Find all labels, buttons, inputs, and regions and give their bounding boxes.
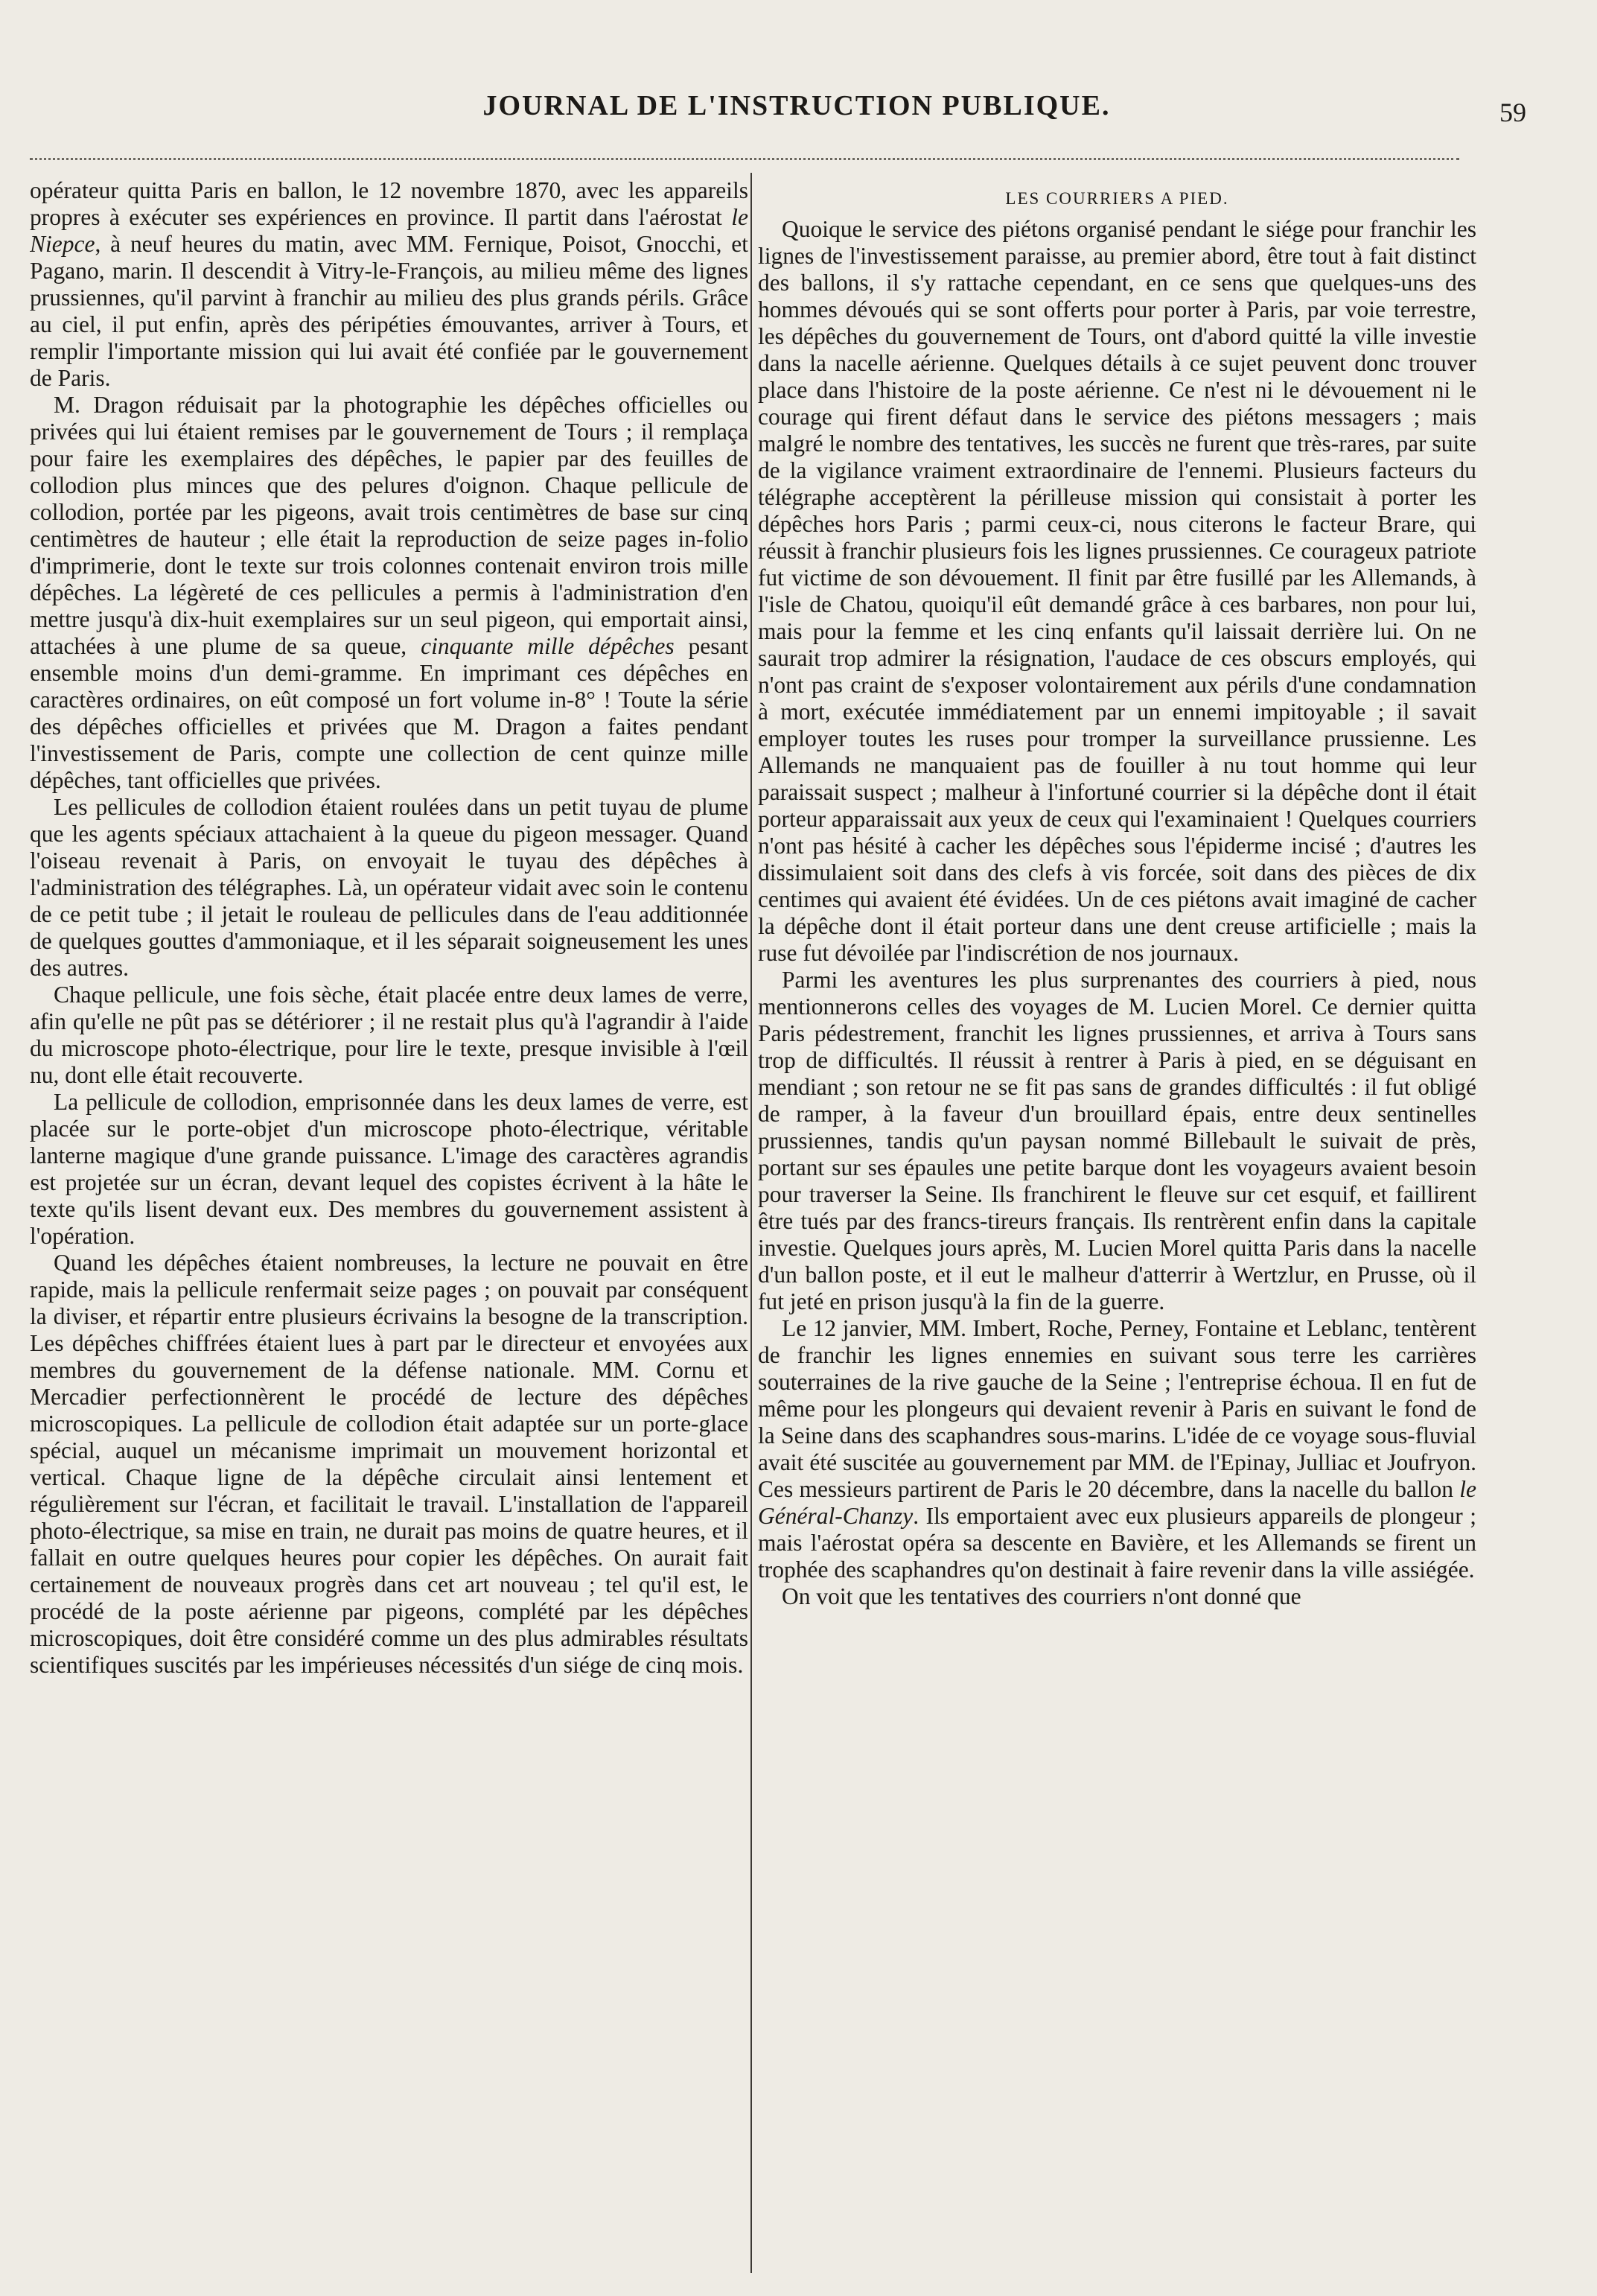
section-heading: LES COURRIERS A PIED. xyxy=(1005,189,1229,208)
paragraph-text: . Ils emportaient avec eux plusieurs appareils de plongeur ; mais l'aérostat opéra sa descente en Bavière, et les Allemands se firent un trophée des scaphandres qu'on destinait à faire revenir dans la ville assiégée. xyxy=(758,1503,1476,1583)
paragraph: Chaque pellicule, une fois sèche, était placée entre deux lames de verre, afin qu'elle ne pût pas se détériorer ; il ne restait plus qu'à l'agrandir à l'aide du microscope photo-électrique, pour lire le texte, presque invisible à l'œil nu, dont elle était recouverte. xyxy=(30,982,748,1088)
paragraph-text: , à neuf heures du matin, avec MM. Fernique, Poisot, Gnocchi, et Pagano, marin. Il descendit à Vitry-le-François, au milieu même des lignes prussiennes, qu'il parvint à franchir au milieu des plus grands périls. Grâce au ciel, il put enfin, après des péripéties émouvantes, arriver à Tours, et remplir l'importante mission qui lui avait été confiée par le gouvernement de Paris. xyxy=(30,231,748,391)
paragraph xyxy=(758,1315,1476,1583)
paragraph: Parmi les aventures les plus surprenantes des courriers à pied, nous mentionnerons celles des voyages de M. Lucien Morel. Ce dernier quitta Paris pédestrement, franchit les lignes prussiennes, et arriva à Tours sans trop de difficultés. Il réussit à rentrer à Paris à pied, en se déguisant en mendiant ; son retour ne se fit pas sans de grandes difficultés : il fut obligé de ramper, à la faveur d'un brouillard épais, entre deux sentinelles prussiennes, tandis qu'un paysan nommé Billebault le suivait de près, portant sur ses épaules une petite barque dont les voyageurs avaient besoin pour traverser la Seine. Ils franchirent le fleuve sur cet esquif, et faillirent être tués par des francs-tireurs français. Ils rentrèrent enfin dans la capitale investie. Quelques jours après, M. Lucien Morel quitta Paris dans la nacelle d'un ballon poste, et il eut le malheur d'atterrir à Wertzlur, en Prusse, où il fut jeté en prison jusqu'à la fin de la guerre. xyxy=(758,967,1476,1314)
aerostat-name: le Niepce xyxy=(30,204,748,257)
paragraph: On voit que les tentatives des courriers n'ont donné que xyxy=(782,1583,1301,1609)
paragraph-text: M. Dragon réduisait par la photographie les dépêches officielles ou privées qui lui étaient remises par le gouvernement de Tours ; il remplaça pour faire les exemplaires des dépêches, le papier par des feuilles de collodion plus minces que des pelures d'oignon. Chaque pellicule de collodion, portée par les pigeons, avait trois centimètres de base sur cinq centimètres de hauteur ; elle était la reproduction de seize pages in-folio d'imprimerie, dont le texte sur trois colonnes contenait environ trois mille dépêches. La légèreté de ces pellicules a permis à l'administration d'en mettre jusqu'à dix-huit exemplaires sur un seul pigeon, qui emportait ainsi, attachées à une plume de sa queue, xyxy=(30,392,748,659)
paragraph: Quoique le service des piétons organisé pendant le siége pour franchir les lignes de l'investissement paraisse, au premier abord, être tout à fait distinct des ballons, il s'y rattache cependant, en ce sens que quelques-uns des hommes dévoués qui se sont offerts pour porter à Paris, par voie terrestre, les dépêches du gouvernement de Tours, ont d'abord quitté la ville investie dans la nacelle aérienne. Quelques détails à ce sujet peuvent donc trouver place dans l'histoire de la poste aérienne. Ce n'est ni le dévouement ni le courage qui firent défaut dans le service des piétons messagers ; mais malgré le nombre des tentatives, les succès ne furent que très-rares, par suite de la vigilance vraiment extraordinaire de l'ennemi. Plusieurs facteurs du télégraphe acceptèrent la périlleuse mission qui consistait à porter les dépêches hors Paris ; parmi ceux-ci, nous citerons le facteur Brare, qui réussit à franchir plusieurs fois les lignes prussiennes. Ce courageux patriote fut victime de son dévouement. Il finit par être fusillé par les Allemands, à l'isle de Chatou, quoiqu'il eût demandé grâce à ces barbares, non pour lui, mais pour la femme et les cinq enfants qu'il laissait derrière lui. On ne saurait trop admirer la résignation, l'audace de ces obscurs employés, qui n'ont pas craint de s'exposer volontairement aux périls d'une condamnation à mort, exécutée immédiatement par un ennemi impitoyable ; il savait employer toutes les ruses pour tromper la surveillance prussienne. Les Allemands ne manquaient pas de fouiller à nu tout homme qui leur paraissait suspect ; malheur à l'infortuné courrier si la dépêche dont il était porteur apparaissait aux yeux de ceux qui l'examinaient ! Quelques courriers n'ont pas hésité à cacher les dépêches sous l'épiderme incisé ; d'autres les dissimulaient soit dans des clefs à vis forcée, soit dans des pièces de dix centimes qui avaient été évidées. Un de ces piétons avait imaginé de cacher la dépêche dont il était porteur dans une dent creuse artificielle ; mais la ruse fut dévoilée par l'indiscrétion de nos journaux. xyxy=(758,216,1476,966)
journal-title: JOURNAL DE L'INSTRUCTION PUBLIQUE. xyxy=(482,90,1111,121)
paragraph: La pellicule de collodion, emprisonnée dans les deux lames de verre, est placée sur le porte-objet d'un microscope photo-électrique, véritable lanterne magique d'une grande puissance. L'image des caractères agrandis est projetée sur un écran, devant lequel des copistes écrivent à la hâte le texte qu'ils lisent devant eux. Des membres du gouvernement assistent à l'opération. xyxy=(30,1089,748,1249)
paragraph-text: opérateur quitta Paris en ballon, le 12 novembre 1870, avec les appareils propres à exécuter ses expériences en province. Il partit dans l'aérostat xyxy=(30,177,748,230)
header-rule xyxy=(30,158,1459,160)
paragraph xyxy=(30,392,748,794)
right-column xyxy=(758,177,1476,2277)
column-divider xyxy=(750,173,752,2273)
paragraph: Les pellicules de collodion étaient roulées dans un petit tuyau de plume que les agents spéciaux attachaient à la queue du pigeon messager. Quand l'oiseau revenait à Paris, on envoyait le tuyau des dépêches à l'administration des télégraphes. Là, un opérateur vidait avec soin le contenu de ce petit tube ; il jetait le rouleau de pellicules dans de l'eau additionnée de quelques gouttes d'ammoniaque, et il les séparait soigneusement les unes des autres. xyxy=(30,794,748,981)
balloon-name: le Général-Chanzy xyxy=(758,1476,1476,1529)
emphasis-text: cinquante mille dépêches xyxy=(421,633,675,659)
paragraph-text: pesant ensemble moins d'un demi-gramme. En imprimant ces dépêches en caractères ordinaires, on eût composé un fort volume in-8° ! Toute la série des dépêches officielles et privées que M. Dragon a faites pendant l'investissement de Paris, compte une collection de cent quinze mille dépêches, tant officielles que privées. xyxy=(30,633,748,793)
page-header xyxy=(30,89,1563,141)
left-column xyxy=(30,177,748,2277)
paragraph xyxy=(30,177,748,392)
paragraph: Quand les dépêches étaient nombreuses, la lecture ne pouvait en être rapide, mais la pellicule renfermait seize pages ; on pouvait par conséquent la diviser, et répartir entre plusieurs écrivains la besogne de la transcription. Les dépêches chiffrées étaient lues à part par le directeur et envoyées aux membres du gouvernement de la défense nationale. MM. Cornu et Mercadier perfectionnèrent le procédé de lecture des dépêches microscopiques. La pellicule de collodion était adaptée sur un porte-glace spécial, auquel un mécanisme imprimait un mouvement horizontal et vertical. Chaque ligne de la dépêche circulait ainsi lentement et régulièrement sur l'écran, et facilitait le travail. L'installation de l'appareil photo-électrique, sa mise en train, ne durait pas moins de quatre heures, et il fallait en outre quelques heures pour copier les dépêches. On aurait fait certainement de nouveaux progrès dans cet art nouveau ; tel qu'il est, le procédé de la poste aérienne par pigeons, complété par les dépêches microscopiques, doit être considéré comme un des plus admirables résultats scientifiques suscités par les impérieuses nécessités d'un siége de cinq mois. xyxy=(30,1250,748,1678)
page-number: 59 xyxy=(1499,98,1526,127)
paragraph-text: Le 12 janvier, MM. Imbert, Roche, Perney, Fontaine et Leblanc, tentèrent de franchir les lignes ennemies en suivant sous terre les carrières souterraines de la rive gauche de la Seine ; l'entreprise échoua. Il en fut de même pour les plongeurs qui devaient revenir à Paris en suivant le fond de la Seine dans des scaphandres sous-marins. L'idée de ce voyage sous-fluvial avait été suscitée au gouvernement par MM. de l'Epinay, Julliac et Joufryon. Ces messieurs partirent de Paris le 20 décembre, dans la nacelle du ballon xyxy=(758,1315,1476,1502)
